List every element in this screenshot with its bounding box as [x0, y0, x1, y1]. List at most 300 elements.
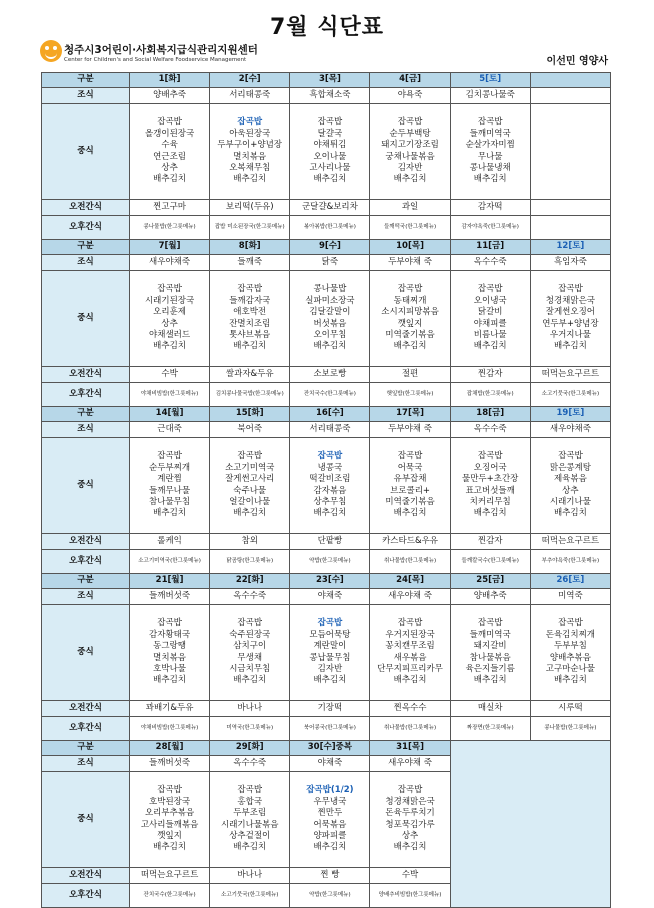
pm-snack-cell: 취나물밥(한그릇메뉴) [370, 717, 450, 741]
day-header: 22[화] [210, 574, 290, 589]
day-header: 28[월] [130, 741, 210, 756]
menu-item: 잘게썬오징어 [545, 307, 596, 318]
menu-item: 양파피클 [313, 830, 347, 841]
menu-item: 소고기미역국 [225, 462, 275, 473]
pm-snack-cell: 짜장면(한그릇메뉴) [450, 717, 530, 741]
am-snack-cell: 소보로빵 [290, 367, 370, 383]
menu-item: 잡곡밥(1/2) [306, 785, 354, 796]
breakfast-cell: 옥수수죽 [450, 422, 530, 438]
week-2-breakfast-row [42, 255, 611, 271]
menu-item: 잡곡밥 [157, 785, 182, 796]
menu-item: 애호박전 [233, 307, 267, 318]
menu-item: 들깨무나물 [149, 485, 191, 496]
menu-item: 배추김치 [233, 508, 267, 519]
menu-item: 잡곡밥 [477, 117, 503, 128]
menu-item: 잡곡밥 [397, 451, 423, 462]
row-label-pm-snack: 오후간식 [42, 550, 130, 574]
pm-snack-cell: 햇잎밥(한그릇메뉴) [370, 383, 450, 407]
menu-item: 잡곡밥 [397, 618, 423, 629]
dietitian-name: 이선민 영양사 [546, 56, 608, 67]
menu-item: 오이무침 [313, 329, 347, 340]
week-4-am_snack-row [42, 701, 611, 717]
breakfast-cell: 새우야채 죽 [370, 589, 450, 605]
am-snack-cell: 매실차 [450, 701, 530, 717]
menu-item: 돈육김치찌개 [545, 629, 596, 640]
menu-item: 육은지들기름 [465, 663, 515, 674]
menu-item: 참나물볶음 [469, 652, 511, 663]
day-header: 7[월] [130, 240, 210, 255]
day-header: 5[토] [450, 73, 530, 88]
menu-item: 상추 [161, 318, 178, 329]
week-1-lunch-row [42, 104, 611, 200]
menu-item: 잡곡밥 [317, 618, 343, 629]
lunch-cell [290, 605, 370, 701]
menu-item: 배추김치 [553, 508, 587, 519]
am-snack-cell: 수박 [130, 367, 210, 383]
row-label-breakfast: 조식 [42, 255, 130, 271]
empty-area [450, 741, 610, 908]
am-snack-cell: 바나나 [210, 701, 290, 717]
day-header: 11[금] [450, 240, 530, 255]
menu-item: 숙주나물 [233, 485, 267, 496]
week-1-pm_snack-row [42, 216, 611, 240]
day-header: 19[토] [530, 407, 610, 422]
menu-item: 상추무침 [313, 496, 347, 507]
pm-snack-cell: 북어콩국(한그릇메뉴) [290, 717, 370, 741]
menu-item: 궁채나물볶음 [385, 151, 435, 162]
week-2-pm_snack-row [42, 383, 611, 407]
week-5-days-row [42, 741, 611, 756]
menu-item: 찐만두 [317, 808, 343, 819]
breakfast-cell: 옥수수죽 [210, 589, 290, 605]
day-header: 24[목] [370, 574, 450, 589]
pm-snack-cell: 소고기미역국(한그릇메뉴) [130, 550, 210, 574]
pm-snack-cell: 약밥(한그릇메뉴) [290, 884, 370, 908]
week-3-pm_snack-row [42, 550, 611, 574]
menu-item: 잡곡밥 [477, 284, 503, 295]
breakfast-cell: 옥수수죽 [210, 756, 290, 772]
am-snack-cell: 찐 빵 [290, 868, 370, 884]
am-snack-cell: 꽈배기&두유 [130, 701, 210, 717]
row-label-breakfast: 조식 [42, 88, 130, 104]
am-snack-cell: 기장떡 [290, 701, 370, 717]
am-snack-cell: 수박 [370, 868, 450, 884]
pm-snack-cell: 취나물밥(한그릇메뉴) [370, 550, 450, 574]
row-label-am-snack: 오전간식 [42, 200, 130, 216]
menu-item: 배추김치 [393, 842, 427, 853]
pm-snack-cell: 부추야욕죽(한그릇메뉴) [530, 550, 610, 574]
menu-item: 고사리들깨볶음 [140, 819, 199, 830]
menu-item: 배추김치 [473, 675, 507, 686]
row-label-am-snack: 오전간식 [42, 534, 130, 550]
menu-item: 깻잎지 [397, 318, 423, 329]
menu-item: 시래기된장국 [144, 295, 195, 306]
menu-item: 어묵볶음 [313, 819, 347, 830]
row-label-header: 구분 [42, 240, 130, 255]
menu-item: 오이나물 [313, 151, 347, 162]
menu-item: 멸치볶음 [153, 652, 186, 663]
breakfast-cell: 들깨죽 [210, 255, 290, 271]
menu-item: 들깨감자국 [229, 295, 271, 306]
meal-plan-table [41, 72, 611, 908]
pm-snack-cell: 미역국(한그릇메뉴) [210, 717, 290, 741]
breakfast-cell: 서리태콩죽 [210, 88, 290, 104]
menu-item: 숙주된장국 [229, 629, 271, 640]
lunch-cell [130, 772, 210, 868]
empty-cell [530, 73, 610, 88]
menu-item: 계란말이 [313, 641, 347, 652]
week-3-days-row [42, 407, 611, 422]
menu-item: 새우볶음 [393, 652, 427, 663]
am-snack-cell: 참외 [210, 534, 290, 550]
menu-item: 잡곡밥 [558, 284, 583, 295]
am-snack-cell: 떠먹는요구르트 [130, 868, 210, 884]
week-3-am_snack-row [42, 534, 611, 550]
am-snack-cell: 쌀과자&두유 [210, 367, 290, 383]
menu-item: 시래기나물 [549, 496, 591, 507]
breakfast-cell: 양배추죽 [130, 88, 210, 104]
menu-item: 감자황태국 [149, 629, 191, 640]
row-label-breakfast: 조식 [42, 756, 130, 772]
breakfast-cell: 옥수수죽 [450, 255, 530, 271]
menu-item: 배추김치 [553, 675, 587, 686]
breakfast-cell: 새우야채죽 [130, 255, 210, 271]
menu-item: 잡곡밥 [237, 451, 263, 462]
menu-item: 배추김치 [153, 341, 186, 352]
row-label-lunch: 중식 [42, 271, 130, 367]
menu-item: 연근조림 [153, 151, 186, 162]
day-header: 29[화] [210, 741, 290, 756]
menu-item: 돼지고기장조림 [381, 140, 439, 151]
menu-item: 순살가자미찜 [465, 140, 515, 151]
week-4-days-row [42, 574, 611, 589]
day-header: 25[금] [450, 574, 530, 589]
menu-item: 고구마순나물 [545, 663, 596, 674]
row-label-am-snack: 오전간식 [42, 367, 130, 383]
menu-item: 우무냉국 [313, 796, 347, 807]
menu-item: 우거지나물 [549, 329, 591, 340]
menu-item: 비름나물 [473, 329, 507, 340]
breakfast-cell: 근대죽 [130, 422, 210, 438]
menu-item: 계란찜 [157, 474, 182, 485]
pm-snack-cell: 소고기뭇국(한그릇메뉴) [210, 884, 290, 908]
day-header: 8[화] [210, 240, 290, 255]
breakfast-cell: 야채죽 [290, 756, 370, 772]
menu-item: 무생채 [237, 652, 263, 663]
menu-item: 잡곡밥 [237, 117, 263, 128]
menu-item: 배추김치 [153, 174, 186, 185]
page-title: 7월 식단표 [270, 15, 384, 40]
lunch-cell [450, 104, 530, 200]
week-4-pm_snack-row [42, 717, 611, 741]
week-1-breakfast-row [42, 88, 611, 104]
am-snack-cell: 찐감자 [450, 534, 530, 550]
menu-item: 잡곡밥 [397, 284, 423, 295]
menu-item: 순두부찌개 [149, 462, 191, 473]
menu-item: 청포묵김가루 [385, 819, 435, 830]
pm-snack-cell: 감자야욕죽(한그릇메뉴) [450, 216, 530, 240]
lunch-cell [210, 605, 290, 701]
lunch-cell [450, 438, 530, 534]
menu-item: 미역줄기볶음 [385, 496, 435, 507]
menu-item: 잔멸치조림 [229, 318, 271, 329]
day-header: 2[수] [210, 73, 290, 88]
day-header: 9[수] [290, 240, 370, 255]
am-snack-cell: 군달걀&보리차 [290, 200, 370, 216]
row-label-lunch: 중식 [42, 438, 130, 534]
pm-snack-cell: 잔치국수(한그릇메뉴) [130, 884, 210, 908]
menu-item: 콩납물무침 [309, 652, 351, 663]
menu-item: 잡곡밥 [237, 284, 263, 295]
menu-item: 떡갈비조림 [309, 474, 351, 485]
menu-item: 야채피클 [473, 318, 507, 329]
menu-item: 배추김치 [393, 675, 427, 686]
breakfast-cell: 흑합채소죽 [290, 88, 370, 104]
pm-snack-cell: 들깨칼국수(한그릇메뉴) [450, 550, 530, 574]
lunch-cell [450, 271, 530, 367]
menu-item: 배추김치 [233, 842, 267, 853]
am-snack-cell: 떠먹는요구르트 [530, 367, 610, 383]
smile-logo-icon [40, 40, 62, 62]
breakfast-cell: 흑임자죽 [530, 255, 610, 271]
menu-item: 모듬어묵탕 [309, 629, 351, 640]
menu-item: 상추 [562, 485, 579, 496]
am-snack-cell: 찐옥수수 [370, 701, 450, 717]
row-label-lunch: 중식 [42, 605, 130, 701]
menu-item: 치커리무침 [469, 496, 511, 507]
pm-snack-cell: 약밥(한그릇메뉴) [290, 550, 370, 574]
menu-item: 배추김치 [393, 508, 427, 519]
menu-item: 콩나물냉채 [469, 162, 511, 173]
menu-item: 들깨미역국 [469, 128, 511, 139]
menu-item: 멸치볶음 [233, 151, 267, 162]
menu-item: 잡곡밥 [397, 785, 423, 796]
am-snack-cell: 시루떡 [530, 701, 610, 717]
menu-item: 연두부+양념장 [542, 318, 599, 329]
lunch-cell [370, 438, 450, 534]
menu-item: 어묵국 [397, 462, 423, 473]
breakfast-cell: 미역죽 [530, 589, 610, 605]
lunch-cell [530, 605, 610, 701]
am-snack-cell: 과일 [370, 200, 450, 216]
menu-item: 맑은콩계탕 [549, 462, 591, 473]
row-label-header: 구분 [42, 574, 130, 589]
day-header: 1[화] [130, 73, 210, 88]
menu-item: 동태찌개 [393, 295, 427, 306]
pm-snack-cell: 잔치국수(한그릇메뉴) [290, 383, 370, 407]
row-label-lunch: 중식 [42, 104, 130, 200]
menu-item: 호박나물 [153, 663, 186, 674]
menu-item: 돈육두루치기 [385, 808, 435, 819]
pm-snack-cell: 볶아볶밥(한그릇메뉴) [290, 216, 370, 240]
menu-item: 상추 [401, 830, 419, 841]
menu-item: 배추김치 [313, 174, 347, 185]
menu-item: 실파미소장국 [305, 295, 355, 306]
week-2-days-row [42, 240, 611, 255]
menu-item: 배추김치 [473, 174, 507, 185]
menu-item: 배추김치 [473, 341, 507, 352]
menu-item: 청경채맑은국 [545, 295, 596, 306]
org-name: 청주시3어린이·사회복지급식관리지원센터 [64, 44, 258, 56]
breakfast-cell: 닭죽 [290, 255, 370, 271]
pm-snack-cell: 야채비빔밥(한그릇메뉴) [130, 383, 210, 407]
menu-item: 잡곡밥 [397, 117, 423, 128]
menu-item: 아욱된장국 [229, 128, 271, 139]
lunch-cell [210, 772, 290, 868]
lunch-cell [290, 271, 370, 367]
week-2-lunch-row [42, 271, 611, 367]
pm-snack-cell: 잡밥 미소된장국(한그릇메뉴) [210, 216, 290, 240]
menu-item: 오리부추볶음 [144, 808, 195, 819]
empty-cell [530, 88, 610, 104]
day-header: 16[수] [290, 407, 370, 422]
menu-item: 표고버섯들깨 [465, 485, 515, 496]
menu-item: 잡곡밥 [237, 785, 263, 796]
week-4-breakfast-row [42, 589, 611, 605]
menu-item: 잡곡밥 [477, 451, 503, 462]
pm-snack-cell: 소고기뭇국(한그릇메뉴) [530, 383, 610, 407]
breakfast-cell: 김치콩나물죽 [450, 88, 530, 104]
menu-item: 꽁치캔무조림 [385, 641, 435, 652]
am-snack-cell: 롤케익 [130, 534, 210, 550]
pm-snack-cell: 양배추비빔밥(한그릇메뉴) [370, 884, 450, 908]
row-label-pm-snack: 오후간식 [42, 383, 130, 407]
empty-cell [530, 200, 610, 216]
menu-item: 청경채맑은국 [385, 796, 435, 807]
menu-item: 상추 [161, 162, 178, 173]
menu-item: 잡곡밥 [558, 451, 583, 462]
menu-item: 얼갈이나물 [229, 496, 271, 507]
menu-item: 배추김치 [153, 675, 186, 686]
lunch-cell [130, 605, 210, 701]
menu-item: 배추김치 [313, 842, 347, 853]
menu-item: 배추김치 [153, 842, 186, 853]
menu-item: 무나물 [477, 151, 503, 162]
am-snack-cell: 단팥빵 [290, 534, 370, 550]
row-label-pm-snack: 오후간식 [42, 717, 130, 741]
menu-item: 돼지갈비 [473, 641, 507, 652]
menu-item: 달걀국 [317, 128, 343, 139]
am-snack-cell: 감자떡 [450, 200, 530, 216]
menu-item: 시금치무침 [229, 663, 271, 674]
lunch-cell [290, 438, 370, 534]
day-header: 30[수]중복 [290, 741, 370, 756]
menu-item: 배추김치 [553, 341, 587, 352]
menu-item: 고사리나물 [309, 162, 351, 173]
lunch-cell [210, 271, 290, 367]
lunch-cell [370, 104, 450, 200]
lunch-cell [530, 438, 610, 534]
day-header: 18[금] [450, 407, 530, 422]
menu-item: 미역줄기볶음 [385, 329, 435, 340]
pm-snack-cell: 콩나물밥(한그릇메뉴) [130, 216, 210, 240]
menu-item: 배추김치 [233, 341, 267, 352]
menu-item: 깻잎지 [157, 830, 182, 841]
lunch-cell [370, 605, 450, 701]
day-header: 10[목] [370, 240, 450, 255]
menu-item: 잡곡밥 [317, 117, 343, 128]
row-label-header: 구분 [42, 741, 130, 756]
menu-item: 들깨미역국 [469, 629, 511, 640]
menu-item: 제육볶음 [553, 474, 587, 485]
menu-item: 버섯볶음 [313, 318, 347, 329]
menu-item: 두부부침 [553, 641, 587, 652]
menu-item: 오복채무침 [229, 162, 271, 173]
menu-item: 김달갈말이 [309, 307, 351, 318]
row-label-am-snack: 오전간식 [42, 868, 130, 884]
pm-snack-cell: 닭곰탕(한그릇메뉴) [210, 550, 290, 574]
menu-item: 김자반 [397, 162, 423, 173]
menu-item: 두부조림 [233, 808, 267, 819]
week-1-days-row [42, 73, 611, 88]
day-header: 31[목] [370, 741, 450, 756]
lunch-cell [210, 104, 290, 200]
menu-item: 잡곡밥 [157, 117, 182, 128]
am-snack-cell: 찐고구마 [130, 200, 210, 216]
week-3-breakfast-row [42, 422, 611, 438]
day-header: 23[수] [290, 574, 370, 589]
menu-item: 배추김치 [233, 675, 267, 686]
breakfast-cell: 새우야채죽 [530, 422, 610, 438]
menu-item: 배추김치 [393, 174, 427, 185]
breakfast-cell: 야욕죽 [370, 88, 450, 104]
lunch-cell [210, 438, 290, 534]
menu-item: 잡곡밥 [157, 451, 182, 462]
menu-item: 배추김치 [473, 508, 507, 519]
day-header: 15[화] [210, 407, 290, 422]
am-snack-cell: 절편 [370, 367, 450, 383]
lunch-cell [130, 271, 210, 367]
lunch-cell [370, 772, 450, 868]
am-snack-cell: 카스타드&우유 [370, 534, 450, 550]
menu-item: 호박된장국 [149, 796, 191, 807]
menu-item: 단무지피프리카무 [377, 663, 443, 674]
menu-item: 잡곡밥 [477, 618, 503, 629]
menu-item: 상추겉절이 [229, 830, 271, 841]
lunch-cell [290, 104, 370, 200]
breakfast-cell: 북어죽 [210, 422, 290, 438]
breakfast-cell: 양배추죽 [450, 589, 530, 605]
week-3-lunch-row [42, 438, 611, 534]
menu-item: 배추김치 [153, 508, 186, 519]
am-snack-cell: 찐감자 [450, 367, 530, 383]
breakfast-cell: 야채죽 [290, 589, 370, 605]
menu-item: 콩나물밥 [313, 284, 347, 295]
row-label-lunch: 중식 [42, 772, 130, 868]
day-header: 14[월] [130, 407, 210, 422]
row-label-breakfast: 조식 [42, 422, 130, 438]
empty-cell [530, 216, 610, 240]
menu-item: 오이냉국 [473, 295, 507, 306]
menu-item: 김자반 [317, 663, 343, 674]
menu-item: 냉콩국 [317, 462, 343, 473]
breakfast-cell: 두부야채 죽 [370, 422, 450, 438]
menu-item: 양배추볶음 [549, 652, 591, 663]
breakfast-cell: 들깨버섯죽 [130, 756, 210, 772]
am-snack-cell: 바나나 [210, 868, 290, 884]
menu-item: 우거지된장국 [385, 629, 435, 640]
row-label-pm-snack: 오후간식 [42, 884, 130, 908]
week-4-lunch-row [42, 605, 611, 701]
menu-item: 톳샤브볶음 [229, 329, 271, 340]
org-name-en: Center for Children's and Social Welfare Foodservice Management [64, 57, 247, 63]
menu-item: 잡곡밥 [157, 284, 182, 295]
menu-item: 물만두+초간장 [462, 474, 519, 485]
lunch-cell [450, 605, 530, 701]
menu-item: 순두부백탕 [389, 128, 431, 139]
menu-item: 브로콜리+ [390, 485, 431, 496]
menu-item: 배추김치 [313, 675, 347, 686]
